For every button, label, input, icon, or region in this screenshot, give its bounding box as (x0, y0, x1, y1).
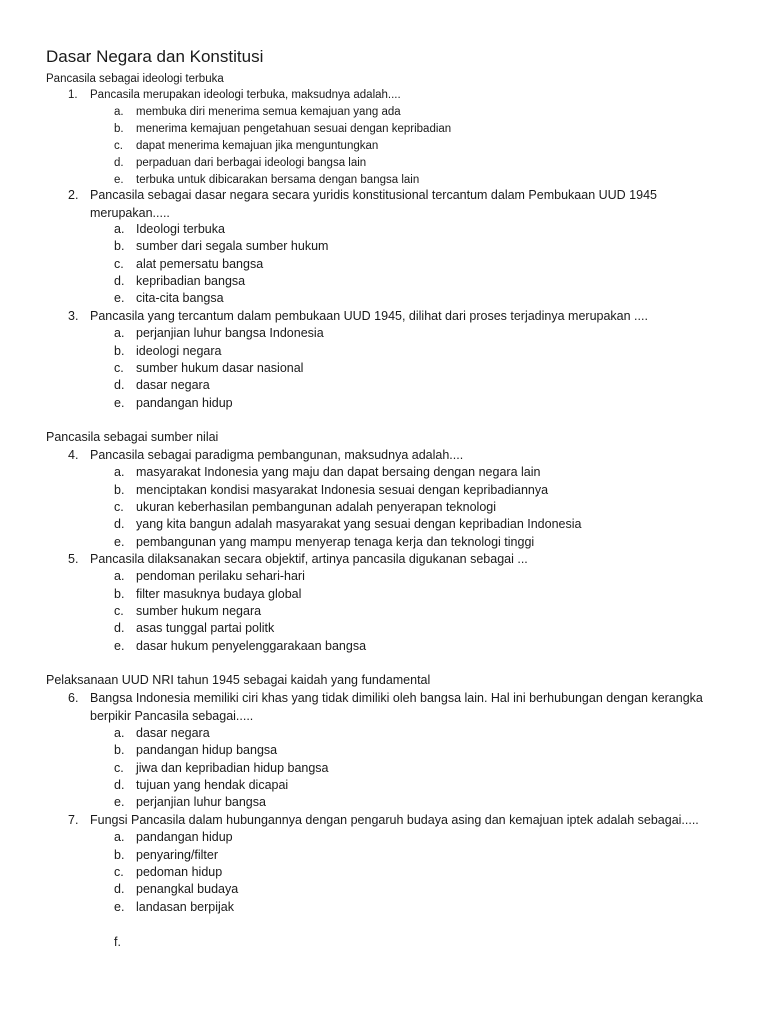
question-text: Pancasila dilaksanakan secara objektif, artinya pancasila digukanan sebagai ... (90, 552, 528, 566)
question-text: Bangsa Indonesia memiliki ciri khas yang tidak dimiliki oleh bangsa lain. Hal ini berhubungan dengan kerangka berpikir Pancasila sebagai..... (90, 691, 703, 723)
option-text: membuka diri menerima semua kemajuan yang ada (136, 106, 401, 118)
question-text: Pancasila sebagai paradigma pembangunan, maksudnya adalah.... (90, 448, 464, 462)
option-letter: b. (114, 848, 125, 862)
option-text: pembangunan yang mampu menyerap tenaga kerja dan teknologi tinggi (136, 535, 535, 549)
option-text: pendoman perilaku sehari-hari (136, 569, 305, 583)
option-text: tujuan yang hendak dicapai (136, 778, 289, 792)
option-letter: d. (114, 157, 124, 169)
option-letter: e. (114, 396, 125, 410)
option-letter: a. (114, 465, 125, 479)
option-letter: b. (114, 743, 125, 757)
option-text: ideologi negara (136, 344, 222, 358)
option-text: pandangan hidup (136, 396, 233, 410)
option-letter: a. (114, 569, 125, 583)
question-text: Fungsi Pancasila dalam hubungannya dengan pengaruh budaya asing dan kemajuan iptek adalah sebagai..... (90, 813, 699, 827)
option-letter: e. (114, 174, 124, 186)
question-number: 7. (68, 813, 79, 827)
option-letter: c. (114, 257, 124, 271)
option-text: sumber hukum dasar nasional (136, 361, 304, 375)
question-number: 5. (68, 552, 79, 566)
option-letter: e. (114, 291, 125, 305)
option-text: yang kita bangun adalah masyarakat yang sesuai dengan kepribadian Indonesia (136, 517, 582, 531)
option-letter: c. (114, 361, 124, 375)
question-text: Pancasila yang tercantum dalam pembukaan UUD 1945, dilihat dari proses terjadinya merupakan .... (90, 309, 648, 323)
option-text: dasar hukum penyelenggarakaan bangsa (136, 639, 367, 653)
document-title: Dasar Negara dan Konstitusi (46, 47, 264, 66)
option-letter: b. (114, 344, 125, 358)
option-letter: c. (114, 500, 124, 514)
option-text: landasan berpijak (136, 900, 234, 914)
option-letter: d. (114, 621, 125, 635)
option-text: jiwa dan kepribadian hidup bangsa (136, 761, 329, 775)
option-text: filter masuknya budaya global (136, 587, 302, 601)
option-letter: c. (114, 865, 124, 879)
option-text: perjanjian luhur bangsa Indonesia (136, 326, 324, 340)
option-letter: e. (114, 900, 125, 914)
option-letter: f. (114, 935, 121, 949)
option-letter: c. (114, 140, 123, 152)
question-number: 3. (68, 309, 79, 323)
question-number: 4. (68, 448, 79, 462)
section-heading: Pancasila sebagai sumber nilai (46, 430, 219, 444)
option-text: perjanjian luhur bangsa (136, 795, 266, 809)
option-text: pedoman hidup (136, 865, 223, 879)
question-number: 1. (68, 89, 78, 101)
option-text: penangkal budaya (136, 882, 239, 896)
option-letter: d. (114, 882, 125, 896)
option-text: asas tunggal partai politk (136, 621, 275, 635)
option-text: dasar negara (136, 726, 210, 740)
option-text: dapat menerima kemajuan jika menguntungkan (136, 140, 379, 152)
option-letter: d. (114, 517, 125, 531)
question-text: Pancasila merupakan ideologi terbuka, maksudnya adalah.... (90, 89, 401, 101)
section-heading: Pelaksanaan UUD NRI tahun 1945 sebagai kaidah yang fundamental (46, 673, 431, 687)
option-text: dasar negara (136, 378, 210, 392)
option-letter: a. (114, 726, 125, 740)
option-letter: d. (114, 378, 125, 392)
option-letter: b. (114, 587, 125, 601)
option-text: cita-cita bangsa (136, 291, 224, 305)
option-letter: c. (114, 761, 124, 775)
option-text: sumber dari segala sumber hukum (136, 239, 329, 253)
option-letter: a. (114, 222, 125, 236)
option-letter: b. (114, 239, 125, 253)
section-heading: Pancasila sebagai ideologi terbuka (46, 73, 224, 85)
option-letter: b. (114, 123, 124, 135)
option-letter: a. (114, 106, 124, 118)
option-text: menciptakan kondisi masyarakat Indonesia sesuai dengan kepribadiannya (136, 483, 549, 497)
option-text: menerima kemajuan pengetahuan sesuai dengan kepribadian (136, 123, 452, 135)
question-number: 2. (68, 188, 79, 202)
option-letter: a. (114, 830, 125, 844)
option-text: terbuka untuk dibicarakan bersama dengan bangsa lain (136, 174, 420, 186)
option-text: masyarakat Indonesia yang maju dan dapat bersaing dengan negara lain (136, 465, 541, 479)
option-text: pandangan hidup bangsa (136, 743, 278, 757)
option-text: Ideologi terbuka (136, 222, 225, 236)
option-letter: c. (114, 604, 124, 618)
option-text: kepribadian bangsa (136, 274, 246, 288)
option-text: perpaduan dari berbagai ideologi bangsa lain (136, 157, 367, 169)
option-letter: a. (114, 326, 125, 340)
option-text: pandangan hidup (136, 830, 233, 844)
question-text: Pancasila sebagai dasar negara secara yuridis konstitusional tercantum dalam Pembukaan UUD 1945 merupakan..... (90, 188, 657, 220)
option-text: alat pemersatu bangsa (136, 257, 264, 271)
question-number: 6. (68, 691, 79, 705)
option-letter: e. (114, 535, 125, 549)
option-letter: d. (114, 778, 125, 792)
option-text: penyaring/filter (136, 848, 218, 862)
option-letter: e. (114, 795, 125, 809)
option-letter: b. (114, 483, 125, 497)
option-letter: d. (114, 274, 125, 288)
option-text: ukuran keberhasilan pembangunan adalah penyerapan teknologi (136, 500, 496, 514)
option-letter: e. (114, 639, 125, 653)
option-text: sumber hukum negara (136, 604, 262, 618)
